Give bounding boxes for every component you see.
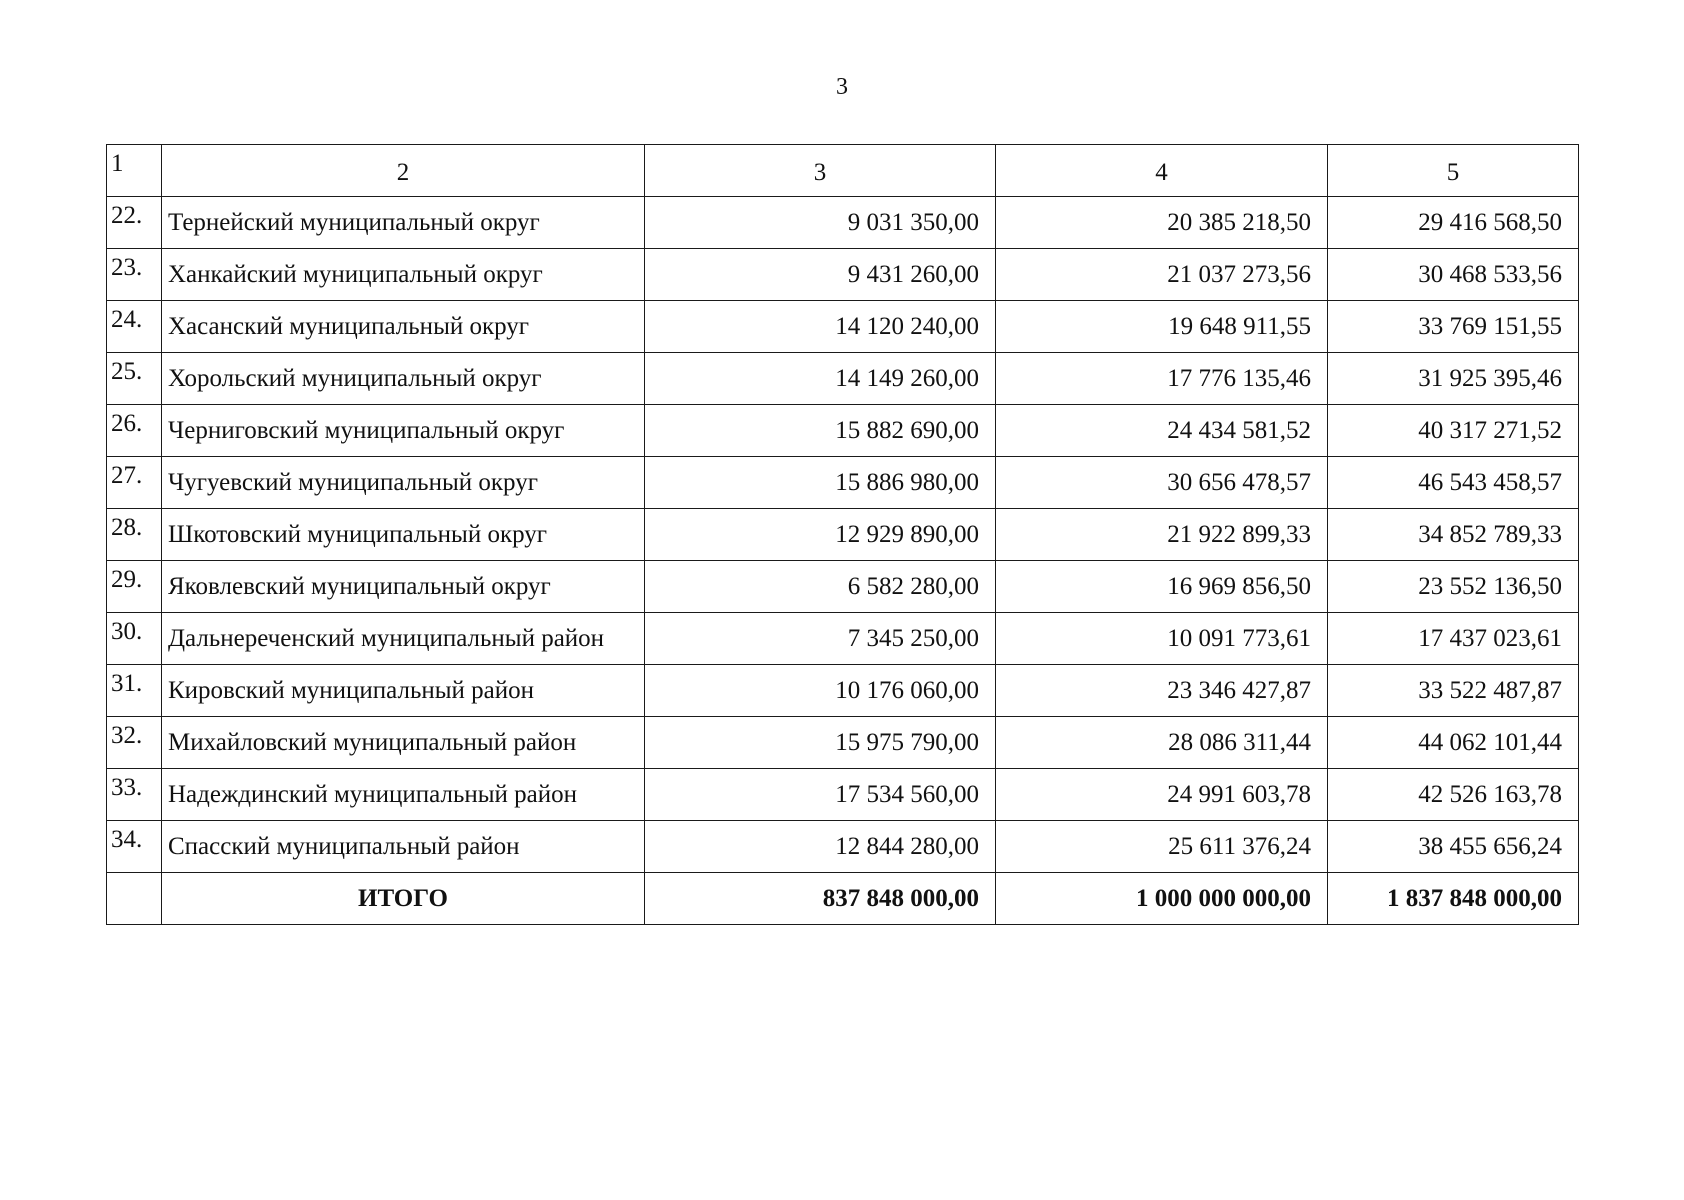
total-row	[107, 873, 1579, 925]
value-col-5: 23 552 136,50	[1328, 561, 1579, 613]
table-row	[107, 613, 1579, 665]
table-row	[107, 561, 1579, 613]
row-number: 29.	[107, 561, 162, 613]
row-number: 25.	[107, 353, 162, 405]
value-col-5: 33 522 487,87	[1328, 665, 1579, 717]
header-cell-1: 1	[107, 145, 162, 197]
row-number: 24.	[107, 301, 162, 353]
row-number: 23.	[107, 249, 162, 301]
total-col-3: 837 848 000,00	[645, 873, 996, 925]
value-col-3: 12 844 280,00	[645, 821, 996, 873]
row-number: 30.	[107, 613, 162, 665]
value-col-5: 38 455 656,24	[1328, 821, 1579, 873]
value-col-3: 15 886 980,00	[645, 457, 996, 509]
value-col-5: 33 769 151,55	[1328, 301, 1579, 353]
value-col-4: 24 991 603,78	[996, 769, 1328, 821]
value-col-4: 28 086 311,44	[996, 717, 1328, 769]
value-col-5: 17 437 023,61	[1328, 613, 1579, 665]
value-col-3: 15 882 690,00	[645, 405, 996, 457]
municipality-name: Шкотовский муниципальный округ	[162, 509, 645, 561]
row-number: 33.	[107, 769, 162, 821]
municipality-name: Чугуевский муниципальный округ	[162, 457, 645, 509]
value-col-4: 23 346 427,87	[996, 665, 1328, 717]
table-row	[107, 197, 1579, 249]
total-col-5: 1 837 848 000,00	[1328, 873, 1579, 925]
municipality-name: Тернейский муниципальный округ	[162, 197, 645, 249]
row-number: 32.	[107, 717, 162, 769]
municipality-name: Надеждинский муниципальный район	[162, 769, 645, 821]
row-number: 28.	[107, 509, 162, 561]
municipality-name: Михайловский муниципальный район	[162, 717, 645, 769]
total-empty-cell	[107, 873, 162, 925]
municipality-name: Хасанский муниципальный округ	[162, 301, 645, 353]
table-row	[107, 665, 1579, 717]
value-col-4: 10 091 773,61	[996, 613, 1328, 665]
row-number: 26.	[107, 405, 162, 457]
value-col-4: 16 969 856,50	[996, 561, 1328, 613]
value-col-3: 7 345 250,00	[645, 613, 996, 665]
value-col-4: 20 385 218,50	[996, 197, 1328, 249]
value-col-5: 44 062 101,44	[1328, 717, 1579, 769]
value-col-3: 17 534 560,00	[645, 769, 996, 821]
table-row	[107, 405, 1579, 457]
value-col-5: 42 526 163,78	[1328, 769, 1579, 821]
budget-table	[106, 144, 1579, 925]
value-col-3: 15 975 790,00	[645, 717, 996, 769]
value-col-4: 21 037 273,56	[996, 249, 1328, 301]
row-number: 27.	[107, 457, 162, 509]
total-col-4: 1 000 000 000,00	[996, 873, 1328, 925]
value-col-5: 34 852 789,33	[1328, 509, 1579, 561]
value-col-4: 17 776 135,46	[996, 353, 1328, 405]
value-col-3: 6 582 280,00	[645, 561, 996, 613]
table-row	[107, 457, 1579, 509]
table-row	[107, 769, 1579, 821]
value-col-5: 31 925 395,46	[1328, 353, 1579, 405]
value-col-3: 10 176 060,00	[645, 665, 996, 717]
table-row	[107, 717, 1579, 769]
value-col-4: 30 656 478,57	[996, 457, 1328, 509]
value-col-5: 46 543 458,57	[1328, 457, 1579, 509]
value-col-5: 29 416 568,50	[1328, 197, 1579, 249]
value-col-3: 9 431 260,00	[645, 249, 996, 301]
value-col-5: 40 317 271,52	[1328, 405, 1579, 457]
page-number: 3	[836, 74, 848, 100]
value-col-4: 25 611 376,24	[996, 821, 1328, 873]
table-row	[107, 509, 1579, 561]
table-row	[107, 821, 1579, 873]
municipality-name: Ханкайский муниципальный округ	[162, 249, 645, 301]
header-cell-2: 2	[162, 145, 645, 197]
value-col-3: 12 929 890,00	[645, 509, 996, 561]
header-cell-3: 3	[645, 145, 996, 197]
value-col-4: 21 922 899,33	[996, 509, 1328, 561]
value-col-3: 14 120 240,00	[645, 301, 996, 353]
table-row	[107, 301, 1579, 353]
table-body	[107, 145, 1579, 925]
value-col-3: 14 149 260,00	[645, 353, 996, 405]
row-number: 22.	[107, 197, 162, 249]
header-cell-5: 5	[1328, 145, 1579, 197]
header-cell-4: 4	[996, 145, 1328, 197]
municipality-name: Яковлевский муниципальный округ	[162, 561, 645, 613]
value-col-4: 19 648 911,55	[996, 301, 1328, 353]
total-label: ИТОГО	[162, 873, 645, 925]
row-number: 31.	[107, 665, 162, 717]
municipality-name: Спасский муниципальный район	[162, 821, 645, 873]
municipality-name: Дальнереченский муниципальный район	[162, 613, 645, 665]
table-row	[107, 249, 1579, 301]
municipality-name: Хорольский муниципальный округ	[162, 353, 645, 405]
municipality-name: Черниговский муниципальный округ	[162, 405, 645, 457]
municipality-name: Кировский муниципальный район	[162, 665, 645, 717]
value-col-4: 24 434 581,52	[996, 405, 1328, 457]
table-row	[107, 353, 1579, 405]
value-col-5: 30 468 533,56	[1328, 249, 1579, 301]
table-header-row	[107, 145, 1579, 197]
row-number: 34.	[107, 821, 162, 873]
value-col-3: 9 031 350,00	[645, 197, 996, 249]
